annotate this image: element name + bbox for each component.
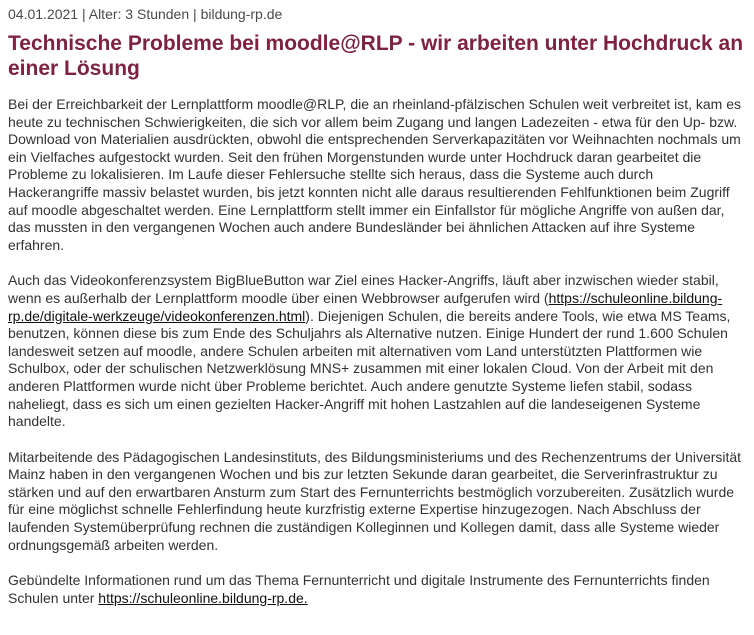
article-age: Alter: 3 Stunden — [88, 6, 190, 22]
schuleonline-link[interactable]: https://schuleonline.bildung-rp.de. — [98, 589, 308, 606]
article-date: 04.01.2021 — [8, 6, 79, 22]
paragraph-1: Bei der Erreichbarkeit der Lernplattform moodle@RLP, die an rheinland-pfälzischen Schulen weit verbreitet ist, kam es heute zu technischen Schwierigkeiten, die sich vor allem beim Zugang und langen Ladezeiten - etwa für den Up- bzw. Download von Materialien ausdrückten, obwohl die entsprechenden Serverkapazitäten vor Weihnachten nochmals um ein Vielfaches aufgestockt wurden. Seit den frühen Morgenstunden wurde unter Hochdruck daran gearbeitet die Probleme zu lokalisieren. Im Laufe dieser Fehlersuche stellte sich heraus, dass die Systeme auch durch Hackerangriffe massiv belastet wurden, bis jetzt konnten nicht alle daraus resultierenden Fehlfunktionen beim Zugriff auf moodle abgeschaltet werden. Eine Lernplattform stellt immer ein Einfallstor für mögliche Angriffe von außen dar, das mussten in den vergangenen Wochen auch andere Bundesländer bei ähnlichen Attacken auf ihre Systeme erfahren. — [8, 96, 741, 253]
article-source: bildung-rp.de — [200, 6, 283, 22]
paragraph-4 — [8, 572, 746, 607]
paragraph-4-text: Gebündelte Informationen rund um das Thema Fernunterricht und digitale Instrumente des Fernunterrichts finden Schulen unter — [8, 572, 710, 606]
meta-separator: | — [189, 6, 201, 22]
article-headline: Technische Probleme bei moodle@RLP - wir arbeiten unter Hochdruck an einer Lösung — [8, 32, 744, 80]
paragraph-2-text-before: Auch das Videokonferenzsystem BigBlueButton war Ziel eines Hacker-Angriffs, läuft aber inzwischen wieder stabil, wenn es außerhalb der Lernplattform moodle über einen Webbrowser aufgerufen wird ( — [8, 272, 719, 306]
article-meta — [8, 0, 746, 24]
paragraph-2 — [8, 272, 746, 430]
meta-separator: | — [78, 6, 89, 22]
paragraph-2-text-after: ). Diejenigen Schulen, die bereits andere Tools, wie etwa MS Teams, benutzen, können diese bis zum Ende des Schuljahrs als Alternative nutzen. Einige Hundert der rund 1.600 Schulen landesweit setzen auf moodle, andere Schulen arbeiten mit alternativen vom Land unterstützten Plattformen wie Schulbox, oder der schulischen Netzwerklösung MNS+ zusammen mit einer lokalen Cloud. Von der Arbeit mit den anderen Plattformen wurde nicht über Probleme berichtet. Auch andere genutzte Systeme liefen stabil, sodass naheliegt, dass es sich um einen gezielten Hacker-Angriff mit hohen Lastzahlen auf die landeseigenen Systeme handelte. — [8, 307, 731, 430]
videokonferenzen-link[interactable]: https://schuleonline.bildung-rp.de/digitale-werkzeuge/videokonferenzen.html — [8, 289, 723, 324]
paragraph-3: Mitarbeitende des Pädagogischen Landesinstituts, des Bildungsministeriums und des Rechenzentrums der Universität Mainz haben in den vergangenen Wochen und bis zur letzten Sekunde daran gearbeitet, die Serverinfrastruktur zu stärken und auf den erwartbaren Ansturm zum Start des Fernunterrichts bestmöglich vorzubereiten. Zusätzlich wurde für eine möglichst schnelle Fehlerfindung heute kurzfristig externe Expertise hinzugezogen. Nach Abschluss der laufenden Systemüberprüfung rechnen die zuständigen Kolleginnen und Kollegen damit, dass alle Systeme wieder ordnungsgemäß arbeiten werden. — [8, 448, 742, 553]
